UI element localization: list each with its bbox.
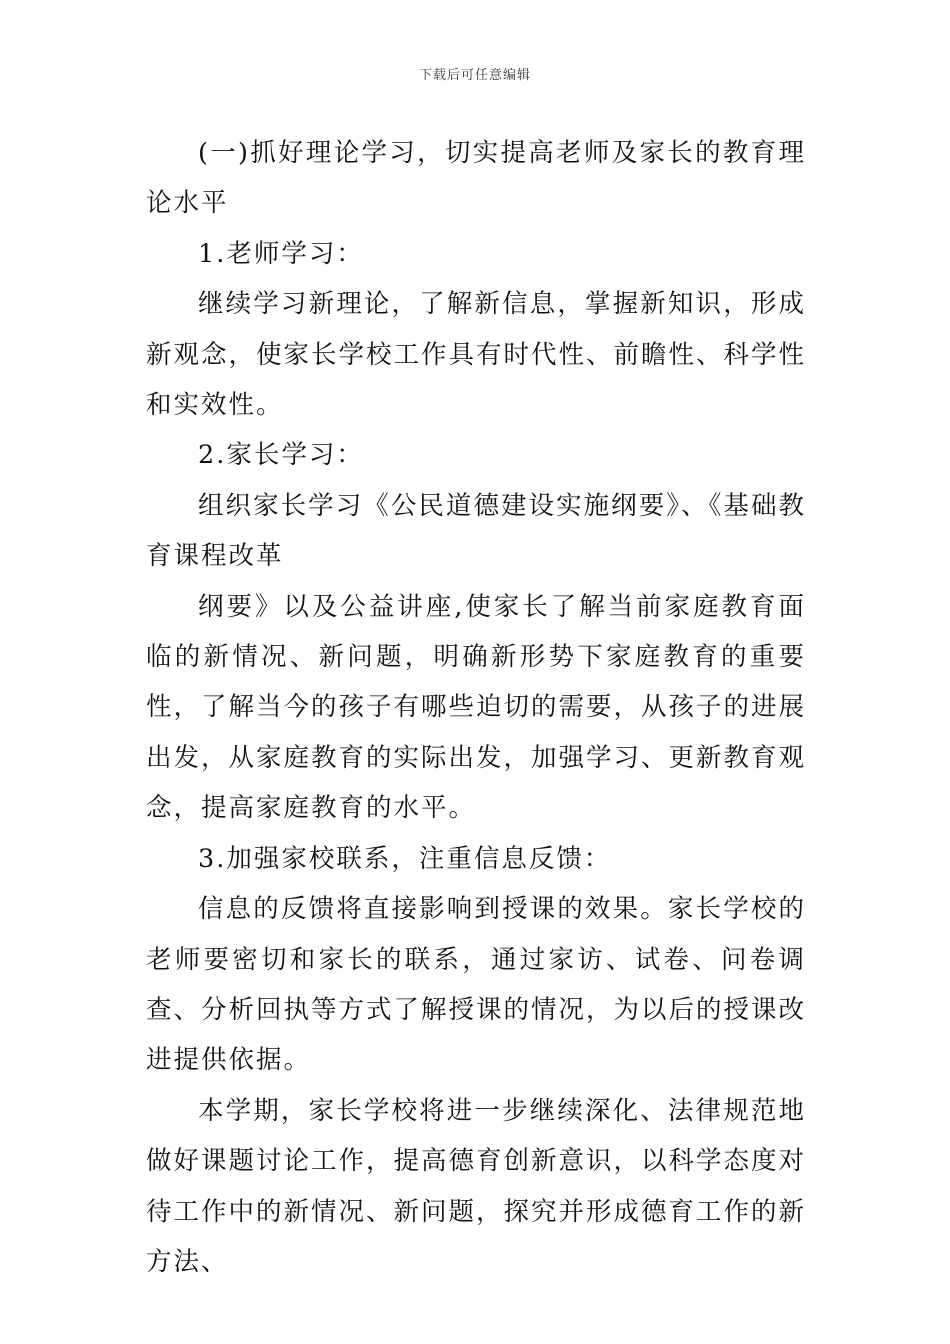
section-heading: (一)抓好理论学习，切实提高老师及家长的教育理论水平 [146,138,806,219]
paragraph-parent-study-part2: 纲要》以及公益讲座,使家长了解当前家庭教育面临的新情况、新问题，明确新形势下家庭教育的重要性，了解当今的孩子有哪些迫切的需要，从孩子的进展出发，从家庭教育的实际出发，加强学习、更新教育观念，提高家庭教育的水平。 [146,591,807,824]
paragraph-parent-study-part1: 组织家长学习《公民道德建设实施纲要》、《基础教育课程改革 [146,490,806,572]
paragraph-feedback: 信息的反馈将直接影响到授课的效果。家长学校的老师要密切和家长的联系，通过家访、试卷、问卷调查、分析回执等方式了解授课的情况，为以后的授课改进提供依据。 [146,894,807,1076]
paragraph-teacher-study: 继续学习新理论，了解新信息，掌握新知识，形成新观念，使家长学校工作具有时代性、前瞻性、科学性和实效性。 [146,289,807,421]
document-body [146,128,806,1287]
subheading-parent-study: 2.家长学习： [198,440,364,471]
subheading-teacher-study: 1.老师学习： [198,238,364,269]
subheading-home-school-contact: 3.加强家校联系，注重信息反馈： [198,843,612,874]
paragraph-semester-plan: 本学期，家长学校将进一步继续深化、法律规范地做好课题讨论工作，提高德育创新意识，以科学态度对待工作中的新情况、新问题，探究并形成德育工作的新方法、 [146,1095,807,1277]
page-header-note: 下载后可任意编辑 [418,68,531,83]
